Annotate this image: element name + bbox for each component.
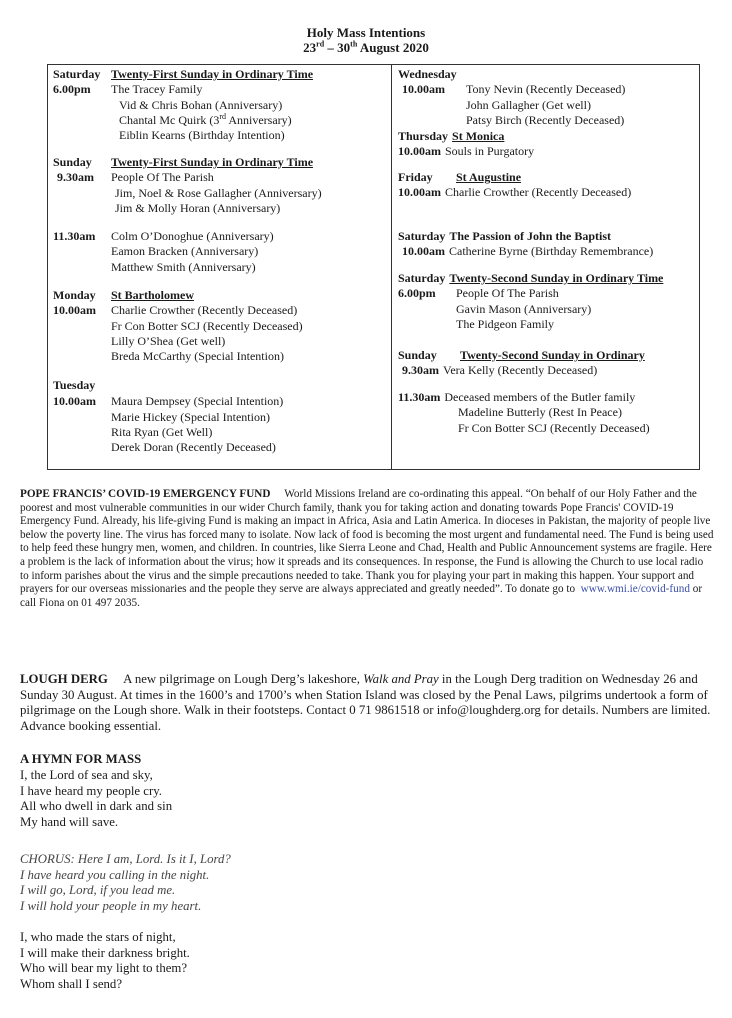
sunday-22-entry: Sunday Twenty-Second Sunday in Ordinary 9.30am Vera Kelly (Recently Deceased) xyxy=(398,348,645,378)
covid-fund-paragraph: POPE FRANCIS’ COVID-19 EMERGENCY FUND World Missions Ireland are co-ordinating this appeal. “On behalf of our Holy Father and the poorest and most vulnerable communities in our wider Church family, thank you for taking action and donating towards Pope Francis' COVID-19 Emergency Fund. Already, his life-giving Fund is making an impact in Africa, Asia and Latin America. In dioceses in Pakistan, the majority of people live below the poverty line. The virus has forced many to isolate. Now lack of food is becoming the most urgent and fundamental need. The Fund is being used to help feed these hungry men, women, and children. In countries, like Sierra Leone and Chad, Health and Public Announcement systems are fragile. Here a problem is the lack of information about the virus; how it spreads and its consequences. In response, the Fund is allowing the Church to use local radio to inform parishes about the virus and the simple precautions needed to take. Thank you for playing your part in making this happen. Your support and prayers for our overseas missionaries and the people they serve are always appreciated and greatly needed”. To donate go to www.wmi.ie/covid-fund or call Fiona on 01 497 2035. xyxy=(20,488,714,609)
sunday-entry: Sunday Twenty-First Sunday in Ordinary Time 9.30am People Of The Parish Jim, Noel & Rose Gallagher (Anniversary) Jim & Molly Horan (Anniversary) xyxy=(53,155,322,215)
saturday-vigil-entry: Saturday Twenty-Second Sunday in Ordinary Time 6.00pm People Of The Parish Gavin Mason (Anniversary) The Pidgeon Family xyxy=(398,271,664,331)
sunday-late-entry: 11.30am Colm O’Donoghue (Anniversary) Eamon Bracken (Anniversary) Matthew Smith (Anniversary) xyxy=(53,229,274,274)
saturday-entry: Saturday Twenty-First Sunday in Ordinary Time 6.00pm The Tracey Family Vid & Chris Bohan (Anniversary) Chantal Mc Quirk (3rd Anniversary) Eiblin Kearns (Birthday Intention) xyxy=(53,67,314,143)
hymn-chorus: CHORUS: Here I am, Lord. Is it I, Lord? I have heard you calling in the night. I will go, Lord, if you lead me. I will hold your people in my heart. xyxy=(20,852,231,913)
date-range: 23rd – 30th August 2020 xyxy=(303,39,429,55)
thursday-entry: Thursday St Monica 10.00am Souls in Purgatory xyxy=(398,129,535,159)
sunday-22-late-entry: 11.30am Deceased members of the Butler family Madeline Butterly (Rest In Peace) Fr Con Botter SCJ (Recently Deceased) xyxy=(398,390,650,435)
donate-link[interactable]: www.wmi.ie/covid-fund xyxy=(580,583,690,596)
saturday-passion-entry: Saturday The Passion of John the Baptist 10.00am Catherine Byrne (Birthday Remembrance) xyxy=(398,229,654,259)
covid-fund-heading: POPE FRANCIS’ COVID-19 EMERGENCY FUND xyxy=(20,488,271,500)
hymn-verse-1: I, the Lord of sea and sky, I have heard my people cry. All who dwell in dark and sin My hand will save. xyxy=(20,768,173,829)
hymn-verse-2: I, who made the stars of night, I will make their darkness bright. Who will bear my light to them? Whom shall I send? xyxy=(20,930,190,991)
page-title: Holy Mass Intentions xyxy=(306,25,426,40)
lough-derg-heading: LOUGH DERG xyxy=(20,672,108,686)
monday-entry: Monday St Bartholomew 10.00am Charlie Crowther (Recently Deceased) Fr Con Botter SCJ (Recently Deceased) Lilly O’Shea (Get well) Breda McCarthy (Special Intention) xyxy=(53,288,303,364)
column-divider xyxy=(391,65,392,469)
hymn-title: A HYMN FOR MASS xyxy=(20,752,142,766)
wednesday-entry: Wednesday 10.00am Tony Nevin (Recently Deceased) John Gallagher (Get well) Patsy Birch (Recently Deceased) xyxy=(398,67,626,127)
tuesday-entry: Tuesday 10.00am Maura Dempsey (Special Intention) Marie Hickey (Special Intention) Rita Ryan (Get Well) Derek Doran (Recently Deceased) xyxy=(53,378,284,455)
lough-derg-paragraph: LOUGH DERG A new pilgrimage on Lough Derg’s lakeshore, Walk and Pray in the Lough Derg tradition on Wednesday 26 and Sunday 30 August. At times in the 1600’s and 1700’s when Station Island was closed by the Penal Laws, pilgrims undertook a form of pilgrimage on the Lough shore. Walk in their footsteps. Contact 0 71 9861518 or info@loughderg.org for details. Numbers are limited. Advance booking essential. xyxy=(20,672,711,733)
mass-intentions-table xyxy=(47,64,700,470)
friday-entry: Friday St Augustine 10.00am Charlie Crowther (Recently Deceased) xyxy=(398,170,632,200)
